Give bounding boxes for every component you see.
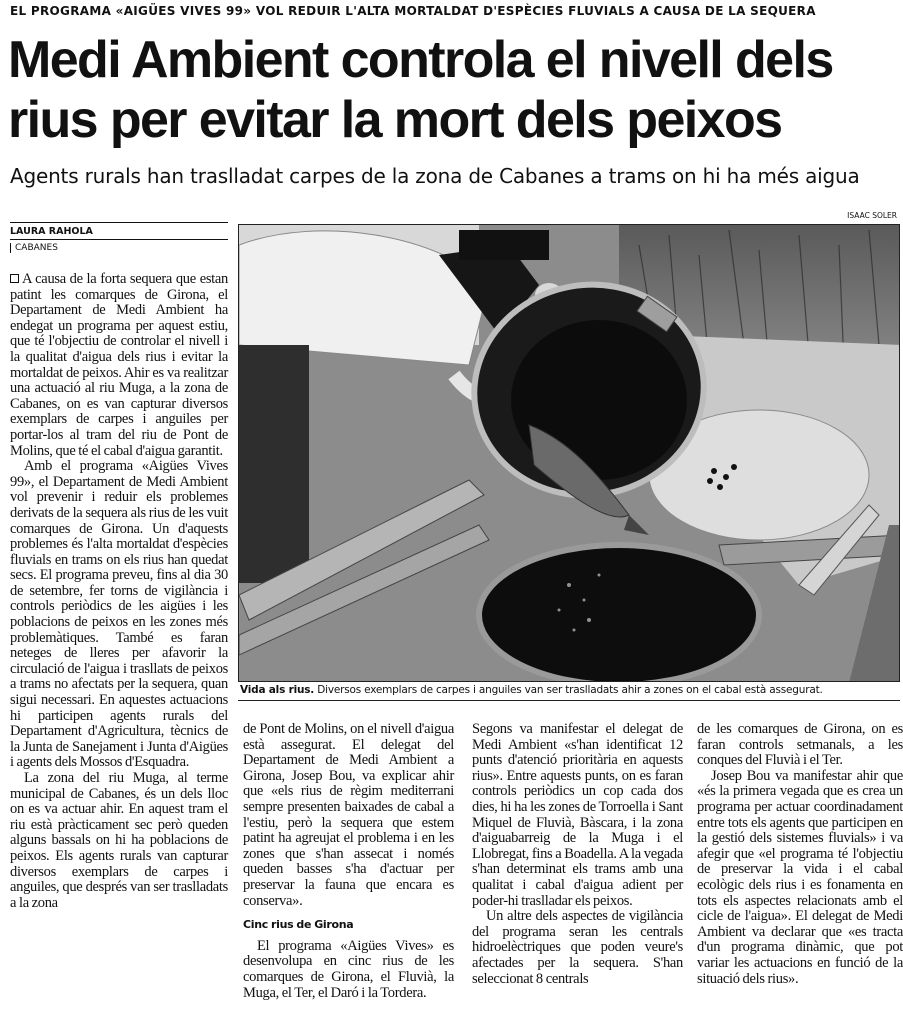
kicker: EL PROGRAMA «AIGÜES VIVES 99» VOL REDUIR L'ALTA MORTALDAT D'ESPÈCIES FLUVIALS A CAUSA DE LA SEQUERA <box>10 4 816 18</box>
photo-caption <box>240 684 900 696</box>
paragraph: A causa de la forta sequera que estan patint les comarques de Girona, el Departament de Medi Ambient ha endegat un programa per aquest estiu, que té l'objectiu de controlar el nivell i la qualitat d'aigua dels rius i evitar la mortaldat de peixos. Ahir es va realitzar una actuació al riu Muga, a la zona de Cabanes, on es van capturar diversos exemplars de carpes i anguiles per portar-los al tram del riu de Pont de Molins, que té el cabal d'aigua garantit. <box>10 271 228 459</box>
paragraph: El programa «Aigües Vives» es desenvolupa en cinc rius de les comarques de Girona, el Fluvià, la Muga, el Ter, el Daró i la Tordera. <box>243 937 454 1001</box>
paragraph: de les comarques de Girona, on es faran controls setmanals, a les conques del Fluvià i el Ter. <box>697 721 903 769</box>
paragraph: de Pont de Molins, on el nivell d'aigua està assegurat. El delegat del Departament de Medi Ambient a Girona, Josep Bou, va explicar ahir que «els rius de règim mediterrani sempre presenten baixades de cabal a l'estiu, però la sequera que estem patint ha agreujat el problema i en les zones que s'han assecat i només queden basses s'ha d'actuar per preservar la fauna que encara es conserva». <box>243 721 454 909</box>
byline-place: CABANES <box>10 243 228 253</box>
section-subtitle: Cinc rius de Girona <box>243 918 354 932</box>
article-column-1 <box>10 272 228 911</box>
paragraph: Josep Bou va manifestar ahir que «és la primera vegada que es crea un programa per actuar coordinadament entre tots els agents que participen en la gestió dels sistemes fluvials» i va afegir que «el programa té l'objectiu de preservar la vida i el cabal ecològic dels rius i es fonamenta en tots els aspectes relacionats amb el cicle de l'aigua». El delegat de Medi Ambient va declarar que «es tracta d'un programa dinàmic, que pot variar les actuacions en funció de la situació dels rius». <box>697 767 903 987</box>
byline-author: LAURA RAHOLA <box>10 222 228 240</box>
byline <box>10 222 228 253</box>
headline: Medi Ambient controla el nivell dels rius per evitar la mort dels peixos <box>8 31 833 149</box>
paragraph: La zona del riu Muga, al terme municipal de Cabanes, és un dels lloc on es va actuar ahir. En aquest tram el riu està pràcticament sec però queden alguns bassals on hi ha poblacions de peixos. Els agents rurals van capturar diversos exemplars de carpes i anguiles, que després van ser traslladats a la zona <box>10 770 228 911</box>
article-column-3 <box>472 722 683 987</box>
paragraph: Amb el programa «Aigües Vives 99», el Departament de Medi Ambient vol prevenir i reduir els problemes derivats de la sequera als rius de les vuit comarques de Girona. Un d'aquests problemes és l'alta mortaldat d'espècies fluvials en trams on els rius han quedat secs. El programa preveu, fins al dia 30 de setembre, fer torns de vigilància i controls periòdics de les aigües i les poblacions de peixos en les zones més problemàtiques. També es faran neteges de lleres per afavorir la circulació de l'aigua i trasllats de peixos a trams no afectats per la sequera, quan sigui necessari. En aquestes actuacions hi participen agents rurals del Departament d'Agricultura, tècnics de la Junta de Sanejament i Junta d'Aigües i agents dels Mossos d'Esquadra. <box>10 458 228 771</box>
paragraph: Un altre dels aspectes de vigilància del programa seran les centrals hidroelèctriques que poden veure's afectades per la sequera. S'han seleccionat 8 centrals <box>472 908 683 987</box>
article-column-4 <box>697 722 903 987</box>
paragraph: Segons va manifestar el delegat de Medi Ambient «s'han identificat 12 punts d'atenció prioritària en aquests rius». Entre aquests punts, on es faran controls periòdics un cop cada dos dies, hi ha les zones de Torroella i Sant Miquel de Fluvià, Bàscara, i la zona d'aiguabarreig de la Muga i el Llobregat, fins a Boadella. A la vegada s'han determinat els trams amb una qualitat i cabal d'aigua adient per poder-hi traslladar els peixos. <box>472 721 683 909</box>
caption-rule <box>238 700 900 701</box>
photo-credit: ISAAC SOLER <box>847 211 897 220</box>
caption-text: Diversos exemplars de carpes i anguiles van ser traslladats ahir a zones on el cabal està assegurat. <box>314 684 823 696</box>
caption-lead: Vida als rius. <box>240 684 315 696</box>
lead-square-icon <box>10 274 19 283</box>
news-photo <box>238 224 900 682</box>
photo-illustration <box>239 225 900 682</box>
article-column-2 <box>243 722 454 1001</box>
subheadline: Agents rurals han traslladat carpes de la zona de Cabanes a trams on hi ha més aigua <box>10 164 860 188</box>
